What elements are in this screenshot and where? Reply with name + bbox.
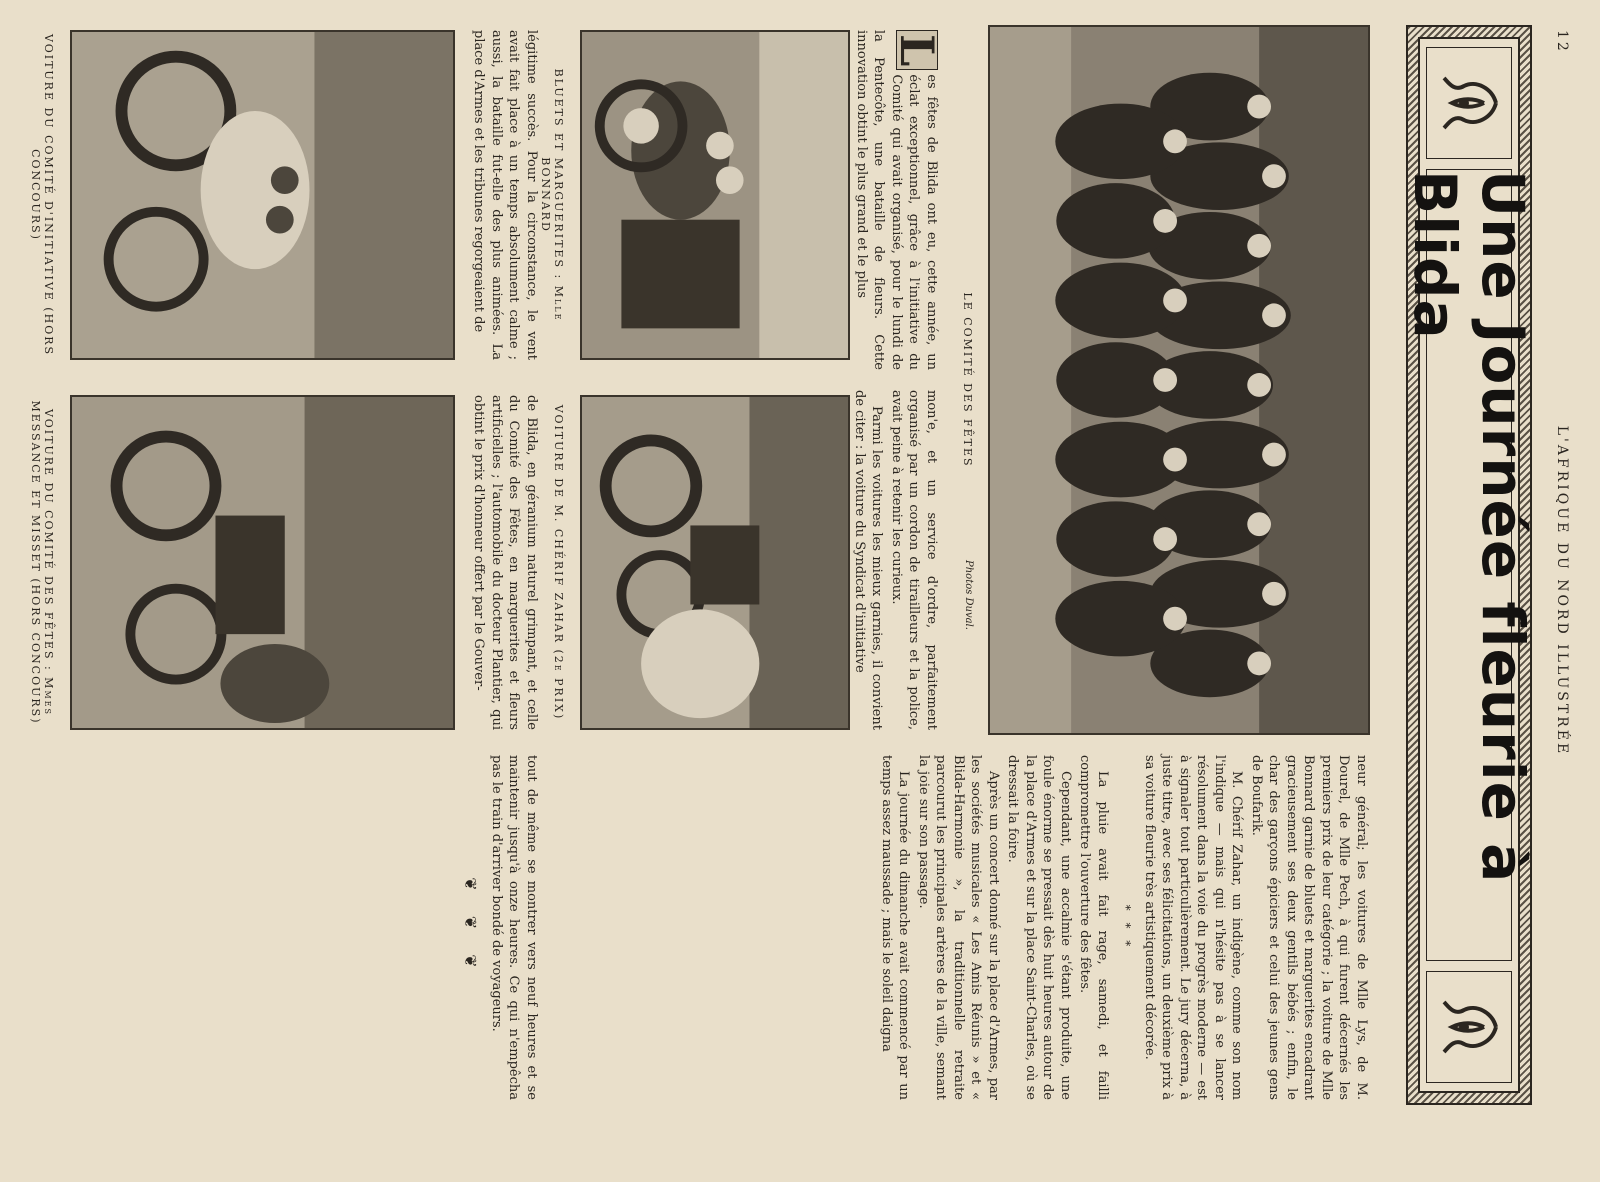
- cherif-caption: VOITURE DE M. CHÉRIF ZAHAR (2e PRIX): [552, 404, 565, 721]
- bluets-caption: BLUETS ET MARGUERITES : Mlle BONNARD: [539, 68, 565, 322]
- col2-paragraph-1: [853, 30, 944, 370]
- photo-credit: Photos Duval.: [963, 560, 974, 630]
- article-column-3: [468, 30, 540, 360]
- running-head: [1540, 0, 1570, 1182]
- col1b-paragraph-3: Après un concert donné sur la place d'Armes, par les sociétés musicales « Les Amis Réunis » et « Blida-Harmonie », la traditionnelle retraite parcourut les principales artères de la ville, semant la joie sur son passage.: [916, 755, 1001, 1100]
- article-title: Une Journée fleurie à Blida: [1426, 169, 1512, 961]
- committee-photo: [988, 25, 1370, 735]
- col3b-paragraph-1: de Blida, en géranium naturel grimpant, et celle du Comité des Fêtes, en marguerites et fleurs artificielles ; l'automobile du docteur Plantier, qui obtint le prix d'honneur offert par le Gouver-: [471, 395, 539, 730]
- page-number: 12: [1554, 30, 1570, 54]
- article-column-2: [851, 30, 944, 370]
- article-column-3b: [468, 395, 540, 730]
- col1b-paragraph-2: Cependant, une accalmie s'étant produite, une foule énorme se pressait dès huit heures autour de la place d'Armes et sur la place Saint-Charles, où se dressait la foire.: [1005, 755, 1073, 1100]
- ornament-right-icon: [1426, 971, 1512, 1083]
- fetes-caption: VOITURE DU COMITÉ DES FÊTES : Mmes MESSANCE ET MISSET (HORS CONCOURS): [29, 400, 55, 725]
- col1-paragraph-1: neur général; les voitures de Mlle Lys, de M. Dourel, de Mlle Pech, à qui furent décernés les premiers prix de leur catégorie ; la voiture de Mlle Bonnard garnie de bluets et marguerites encadrant gracieusement ses deux gentils bébés ; enfin, le char des garçons épiciers et celui des jeunes gens de Boufarik.: [1249, 755, 1369, 1100]
- ornament-left-icon: [1426, 47, 1512, 159]
- magazine-title: L'AFRIQUE DU NORD ILLUSTRÉE: [1554, 425, 1570, 757]
- col3-paragraph-1: légitime succès. Pour la circonstance, le vent avait fait place à un temps absolument calme ; aussi, la bataille fut-elle des plus animées. La place d'Armes et les tribunes regorgeaient de: [471, 30, 539, 360]
- article-column-3c: [462, 755, 540, 1100]
- title-banner: [1401, 25, 1537, 1105]
- fleuron-ornament-icon: ❦ ❦ ❦: [461, 877, 481, 978]
- initiative-photo: [70, 30, 455, 360]
- bluets-photo: [580, 30, 850, 360]
- initiative-caption: VOITURE DU COMITÉ D'INITIATIVE (HORS CONCOURS): [29, 33, 55, 357]
- dropcap-letter: L: [896, 30, 938, 70]
- col3c-paragraph-1: tout de même se montrer vers neuf heures et se maintenir jusqu'à onze heures. Ce qui n'empêcha pas le train d'arriver bondé de voyageurs.: [489, 755, 539, 1100]
- section-stars: * * *: [1119, 904, 1134, 951]
- col2-paragraph-1-text: es fêtes de Blida ont eu, cette année, un éclat exceptionnel, grâce à l'initiative du Comité qui avait organisé, pour le lundi de la Pentecôte, une bataille de fleurs. Cette innovation obtint le plus grand et le plus: [854, 30, 939, 370]
- title-inner-frame: [1401, 37, 1537, 1093]
- fetes-photo: [70, 395, 455, 730]
- col1b-paragraph-4: La journée du dimanche avait commencé par un temps assez maussade ; mais le soleil daigna: [879, 755, 912, 1100]
- cherif-photo: [580, 395, 850, 730]
- col2b-paragraph-2: Parmi les voitures les mieux garnies, il convient de citer : la voiture du Syndicat d'initiative: [852, 390, 885, 730]
- committee-caption: LE COMITÉ DES FÊTES: [961, 292, 974, 468]
- article-column-1: [876, 755, 1371, 1100]
- col1-paragraph-2: M. Chérif Zahar, un indigène, comme son nom l'indique — mais qui n'hésite pas à se lancer résolument dans la voie du progrès moderne — est à signaler tout particulièrement. Le jury décerna, à juste titre, avec ses félicitations, un deuxième prix à sa voiture fleurie très artistiquement décorée.: [1142, 755, 1245, 1100]
- col1b-paragraph-1: La pluie avait fait rage, samedi, et failli compromettre l'ouverture des fêtes.: [1077, 755, 1110, 1100]
- col2b-paragraph-1: mon'e, et un service d'ordre, parfaitement organisé par un cordon de tirailleurs et la police, avait peine à retenir les curieux.: [889, 390, 939, 730]
- article-column-2b: [849, 390, 941, 730]
